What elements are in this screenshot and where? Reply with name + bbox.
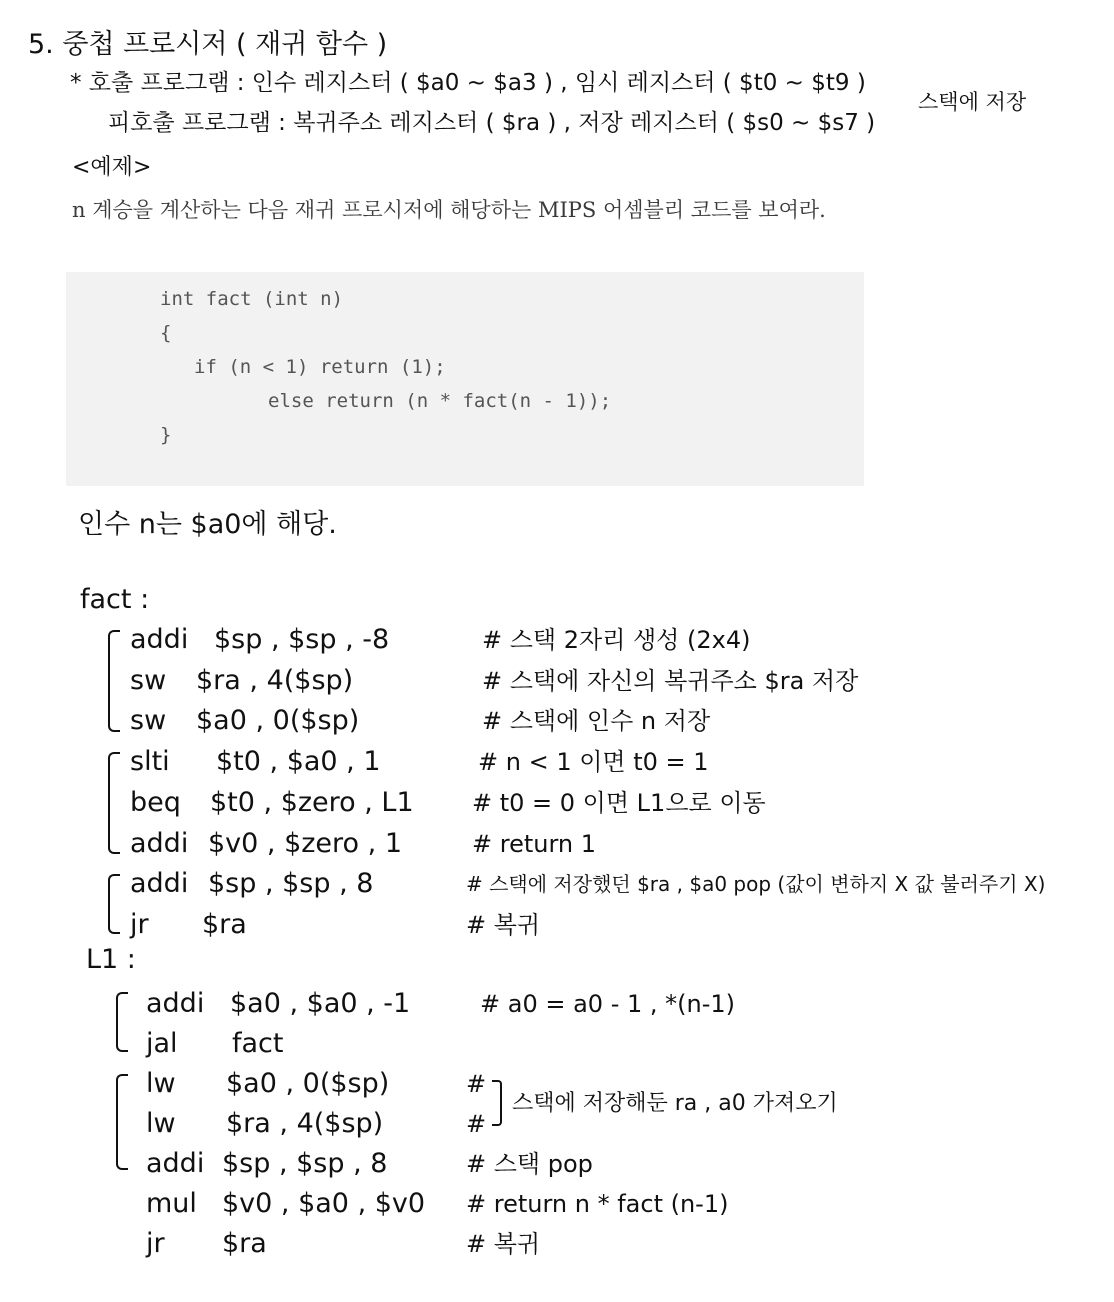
l1-label: L1 :: [86, 944, 136, 975]
lw-group-bracket: [492, 1080, 502, 1126]
group-bracket: [108, 752, 120, 854]
asm-operands: $a0 , 0($sp): [226, 1068, 390, 1099]
asm-comment: # 스택에 인수 n 저장: [482, 707, 711, 735]
asm-comment: #: [466, 1070, 487, 1098]
asm-comment: # t0 = 0 이면 L1으로 이동: [472, 789, 766, 817]
stack-save-note: 스택에 저장: [918, 90, 1027, 114]
code-snippet-box: [66, 272, 864, 486]
code-line: int fact (int n): [160, 288, 344, 310]
lw-note: 스택에 저장해둔 ra , a0 가져오기: [512, 1091, 838, 1116]
asm-comment: # 복귀: [466, 1230, 541, 1258]
asm-opcode: addi: [130, 828, 189, 859]
group-bracket: [108, 630, 120, 732]
asm-operands: $ra , 4($sp): [226, 1108, 384, 1139]
asm-opcode: addi: [146, 1148, 205, 1179]
fact-label: fact :: [80, 584, 150, 615]
asm-opcode: lw: [146, 1108, 176, 1139]
asm-operands: $a0 , 0($sp): [196, 705, 360, 736]
asm-operands: $a0 , $a0 , -1: [230, 988, 411, 1019]
asm-operands: $ra: [202, 909, 247, 940]
asm-operands: $v0 , $zero , 1: [208, 828, 402, 859]
asm-comment: # a0 = a0 - 1 , *(n-1): [480, 990, 735, 1018]
asm-opcode: jal: [146, 1028, 178, 1059]
asm-opcode: beq: [130, 787, 181, 818]
code-line: else return (n * fact(n - 1));: [268, 390, 612, 412]
asm-comment: # return 1: [472, 830, 597, 858]
example-label: <예제>: [72, 155, 152, 180]
asm-opcode: lw: [146, 1068, 176, 1099]
asm-opcode: jr: [146, 1228, 165, 1259]
asm-operands: $sp , $sp , 8: [208, 868, 374, 899]
asm-operands: $ra: [222, 1228, 267, 1259]
asm-comment: # 스택에 저장했던 $ra , $a0 pop (값이 변하지 X 값 불러주기 X): [466, 872, 1046, 896]
asm-comment: # return n * fact (n-1): [466, 1190, 729, 1218]
asm-opcode: slti: [130, 746, 170, 777]
group-bracket: [116, 1074, 128, 1170]
asm-operands: $ra , 4($sp): [196, 665, 354, 696]
code-line: {: [160, 322, 172, 344]
group-bracket: [108, 874, 120, 934]
asm-comment: #: [466, 1110, 487, 1138]
argument-note: 인수 n는 $a0에 해당.: [78, 509, 337, 540]
asm-opcode: addi: [130, 868, 189, 899]
asm-operands: $t0 , $zero , L1: [210, 787, 414, 818]
asm-opcode: jr: [130, 909, 149, 940]
asm-comment: # 스택에 자신의 복귀주소 $ra 저장: [482, 667, 859, 695]
asm-comment: # 스택 2자리 생성 (2x4): [482, 626, 751, 654]
asm-operands: $sp , $sp , -8: [214, 624, 390, 655]
asm-operands: fact: [232, 1028, 284, 1059]
asm-comment: # 복귀: [466, 911, 541, 939]
problem-statement: n 계승을 계산하는 다음 재귀 프로시저에 해당하는 MIPS 어셈블리 코드를 보여라.: [72, 198, 826, 222]
asm-operands: $v0 , $a0 , $v0: [222, 1188, 426, 1219]
caller-registers-note: * 호출 프로그램 : 인수 레지스터 ( $a0 ~ $a3 ) , 임시 레지스터 ( $t0 ~ $t9 ): [70, 70, 866, 96]
asm-operands: $t0 , $a0 , 1: [216, 746, 381, 777]
callee-registers-note: 피호출 프로그램 : 복귀주소 레지스터 ( $ra ) , 저장 레지스터 ( $s0 ~ $s7 ): [108, 110, 876, 136]
asm-opcode: addi: [146, 988, 205, 1019]
code-line: if (n < 1) return (1);: [194, 356, 446, 378]
asm-operands: $sp , $sp , 8: [222, 1148, 388, 1179]
asm-opcode: sw: [130, 665, 167, 696]
code-line: }: [160, 424, 172, 446]
asm-comment: # n < 1 이면 t0 = 1: [478, 748, 709, 776]
asm-opcode: sw: [130, 705, 167, 736]
asm-comment: # 스택 pop: [466, 1150, 593, 1178]
group-bracket: [116, 992, 128, 1052]
asm-opcode: mul: [146, 1188, 197, 1219]
asm-opcode: addi: [130, 624, 189, 655]
section-title: 5. 중첩 프로시저 ( 재귀 함수 ): [28, 29, 388, 60]
